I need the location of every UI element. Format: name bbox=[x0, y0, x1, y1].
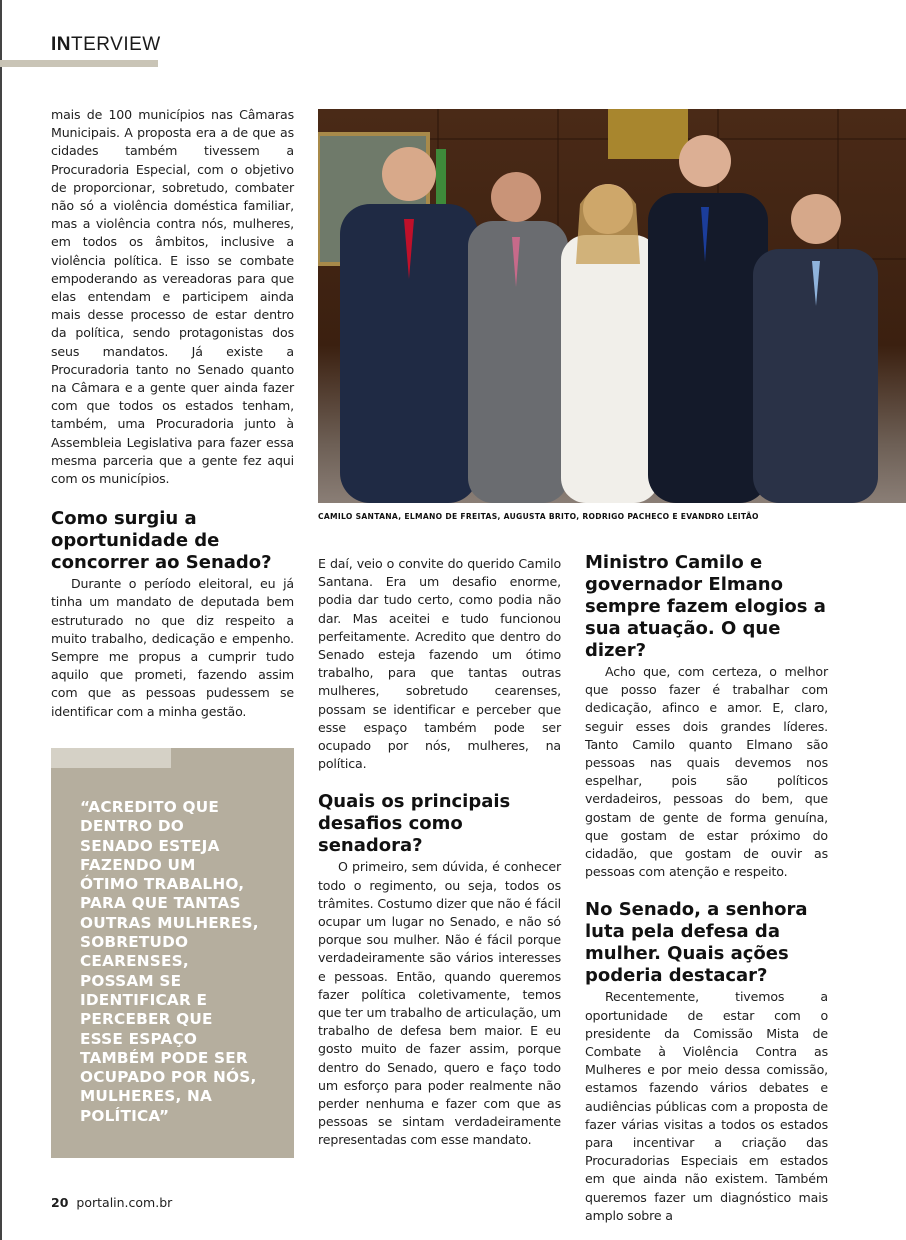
page-number: 20 bbox=[51, 1195, 69, 1210]
page-footer bbox=[51, 1195, 172, 1210]
photo-caption: CAMILO SANTANA, ELMANO DE FREITAS, AUGUSTA BRITO, RODRIGO PACHECO E EVANDRO LEITÃO bbox=[318, 512, 759, 521]
paragraph: mais de 100 municípios nas Câmaras Municipais. A proposta era a de que as cidades também tivessem a Procuradoria Especial, com o objetivo de proporcionar, sobretudo, combater não só a violência doméstica familiar, mas a violência contra nós, mulheres, em todos os âmbitos, inclusive a violência política. E isso se combate empoderando as vereadoras para que elas entendam e participem ainda mais desse processo de estar dentro da política, sendo protagonistas dos seus mandatos. Já existe a Procuradoria tanto no Senado quanto na Câmara e a gente quer ainda fazer com que todos os estados tenham, também, uma Procuradoria junto à Assembleia Legislativa para fazer essa mesma parceria que a gente fez aqui com os municípios. bbox=[51, 107, 294, 487]
paragraph: Durante o período eleitoral, eu já tinha um mandato de deputada bem estruturado no que diz respeito a muito trabalho, dedicação e empenho. Sempre me propus a cumprir tudo aquilo que prometi, fazendo assim com que as pessoas pudessem se identificar com a minha gestão. bbox=[51, 576, 294, 719]
quote-line: “ACREDITO QUE bbox=[80, 798, 220, 816]
section-title-bold: IN bbox=[51, 34, 71, 55]
quote-line: POSSAM SE bbox=[80, 971, 182, 990]
page-edge bbox=[0, 0, 2, 1240]
quote-line: CEARENSES, bbox=[80, 952, 189, 971]
question-heading: Quais os principais desafios como senadora? bbox=[318, 791, 511, 857]
question-heading: Ministro Camilo e governador Elmano sempre fazem elogios a sua atuação. O que dizer? bbox=[585, 552, 826, 661]
section-bar bbox=[0, 60, 158, 67]
quote-line: ÓTIMO TRABALHO, bbox=[80, 875, 245, 894]
question-heading: No Senado, a senhora luta pela defesa da mulher. Quais ações poderia destacar? bbox=[585, 899, 808, 987]
paragraph: O primeiro, sem dúvida, é conhecer todo o regimento, ou seja, todos os trâmites. Costumo dizer que não é fácil ocupar um lugar no Senado, e não só porque sou mulher. Não é fácil porque verdadeiramente são vários interesses e pessoas. Então, quando queremos fazer política coletivamente, temos que ter um trabalho de articulação, um trabalho de defesa bem maior. E eu gosto muito de fazer assim, porque dentro do Senado, quero e faço todo um esforço para poder realmente não perder nenhuma e fazer com que as pessoas se sintam verdadeiramente representadas com esse mandato. bbox=[318, 859, 561, 1148]
quote-line: IDENTIFICAR E bbox=[80, 990, 208, 1009]
question-heading: Como surgiu a oportunidade de concorrer ao Senado? bbox=[51, 508, 272, 574]
quote-line: PARA QUE TANTAS bbox=[80, 894, 241, 913]
quote-line: FAZENDO UM bbox=[80, 855, 196, 874]
pull-quote-text bbox=[80, 798, 259, 1126]
quote-line: PERCEBER QUE bbox=[80, 1010, 213, 1029]
section-title bbox=[51, 34, 161, 56]
quote-line: SOBRETUDO bbox=[80, 933, 189, 952]
paragraph: E daí, veio o convite do querido Camilo Santana. Era um desafio enorme, podia dar tudo certo, como podia não dar. Mas aceitei e tudo funcionou perfeitamente. Acredito que dentro do Senado esteja fazendo um ótimo trabalho, para que tantas outras mulheres, sobretudo cearenses, possam se identificar e perceber que esse espaço também pode ser ocupado por nós, mulheres, na política. bbox=[318, 556, 561, 772]
paragraph: Acho que, com certeza, o melhor que posso fazer é trabalhar com dedicação, afinco e amor. E, claro, seguir esses dois grandes líderes. Tanto Camilo quanto Elmano são pessoas nas quais devemos nos espelhar, pois são políticos verdadeiros, pessoas do bem, que gostam de gente de forma genuína, que gostam de estar próximo do cidadão, que gostam de ouvir as pessoas com atenção e respeito. bbox=[585, 664, 828, 880]
photo-illustration bbox=[318, 109, 906, 503]
quote-line: DENTRO DO bbox=[80, 817, 184, 836]
group-photo bbox=[318, 109, 906, 503]
column-2 bbox=[318, 555, 561, 1150]
quote-line: OUTRAS MULHERES, bbox=[80, 913, 259, 932]
quote-line: POLÍTICA” bbox=[80, 1106, 170, 1125]
quote-line: ESSE ESPAÇO bbox=[80, 1029, 198, 1048]
section-title-rest: TERVIEW bbox=[71, 34, 161, 55]
quote-line: OCUPADO POR NÓS, bbox=[80, 1068, 257, 1087]
quote-line: SENADO ESTEJA bbox=[80, 836, 220, 855]
site-url: portalin.com.br bbox=[76, 1195, 173, 1210]
quote-line: MULHERES, NA bbox=[80, 1087, 213, 1106]
column-1 bbox=[51, 106, 294, 721]
paragraph: Recentemente, tivemos a oportunidade de estar com o presidente da Comissão Mista de Combate à Violência Contra as Mulheres e por meio dessa comissão, estamos fazendo vários debates e audiências públicas com a proposta de fazer várias visitas a todos os estados para incentivar a criação das Procuradorias Especiais em estados em que ainda não existem. Também queremos fazer um diagnóstico mais amplo sobre a bbox=[585, 989, 828, 1223]
pull-quote bbox=[51, 748, 294, 1158]
quote-line: TAMBÉM PODE SER bbox=[80, 1048, 248, 1067]
pull-quote-tab bbox=[51, 748, 171, 768]
column-3 bbox=[585, 552, 828, 1225]
